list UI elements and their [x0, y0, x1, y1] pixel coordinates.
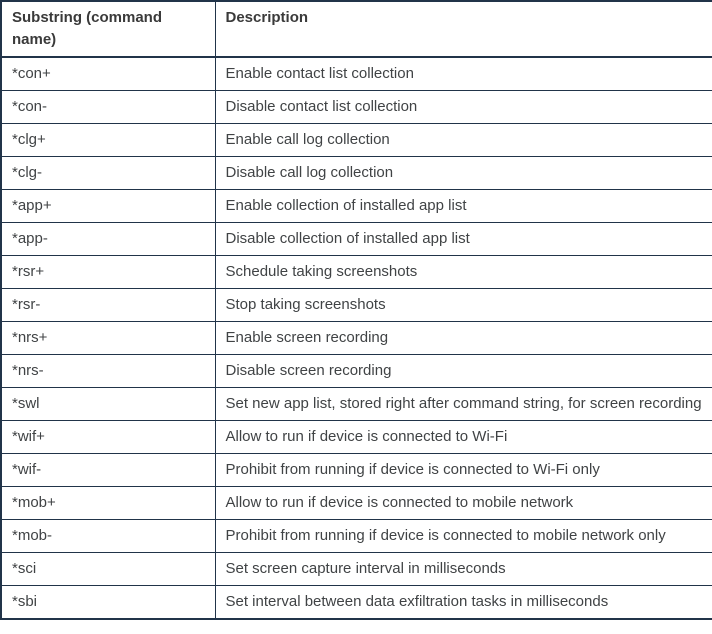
description-cell: Set screen capture interval in milliseconds [215, 553, 712, 586]
command-cell: *app+ [1, 190, 215, 223]
command-cell: *wif- [1, 454, 215, 487]
command-cell: *rsr- [1, 289, 215, 322]
description-cell: Set new app list, stored right after command string, for screen recording [215, 388, 712, 421]
table-row [1, 520, 712, 553]
description-cell: Schedule taking screenshots [215, 256, 712, 289]
description-cell: Disable collection of installed app list [215, 223, 712, 256]
description-cell: Prohibit from running if device is connected to Wi-Fi only [215, 454, 712, 487]
table-body [1, 57, 712, 619]
command-cell: *sbi [1, 586, 215, 620]
description-cell: Enable collection of installed app list [215, 190, 712, 223]
table-row [1, 190, 712, 223]
table-row [1, 289, 712, 322]
table-row [1, 124, 712, 157]
description-cell: Disable call log collection [215, 157, 712, 190]
table-row [1, 421, 712, 454]
description-cell: Allow to run if device is connected to Wi-Fi [215, 421, 712, 454]
command-cell: *app- [1, 223, 215, 256]
description-cell: Prohibit from running if device is connected to mobile network only [215, 520, 712, 553]
table-row [1, 91, 712, 124]
description-cell: Stop taking screenshots [215, 289, 712, 322]
table-row [1, 256, 712, 289]
command-cell: *clg- [1, 157, 215, 190]
command-cell: *mob+ [1, 487, 215, 520]
description-cell: Disable contact list collection [215, 91, 712, 124]
description-cell: Allow to run if device is connected to mobile network [215, 487, 712, 520]
command-cell: *sci [1, 553, 215, 586]
description-cell: Enable contact list collection [215, 57, 712, 91]
command-cell: *con+ [1, 57, 215, 91]
table-row [1, 322, 712, 355]
command-cell: *con- [1, 91, 215, 124]
header-row [1, 1, 712, 57]
table-row [1, 586, 712, 620]
table-row [1, 57, 712, 91]
table-row [1, 487, 712, 520]
table-row [1, 388, 712, 421]
header-cell-description: Description [215, 1, 712, 57]
command-cell: *mob- [1, 520, 215, 553]
description-cell: Set interval between data exfiltration tasks in milliseconds [215, 586, 712, 620]
table-row [1, 553, 712, 586]
table-row [1, 223, 712, 256]
command-cell: *clg+ [1, 124, 215, 157]
command-cell: *nrs- [1, 355, 215, 388]
table-row [1, 157, 712, 190]
command-cell: *rsr+ [1, 256, 215, 289]
header-cell-command: Substring (command name) [1, 1, 215, 57]
table-row [1, 454, 712, 487]
description-cell: Disable screen recording [215, 355, 712, 388]
description-cell: Enable call log collection [215, 124, 712, 157]
command-cell: *swl [1, 388, 215, 421]
description-cell: Enable screen recording [215, 322, 712, 355]
command-cell: *wif+ [1, 421, 215, 454]
table-row [1, 355, 712, 388]
command-cell: *nrs+ [1, 322, 215, 355]
